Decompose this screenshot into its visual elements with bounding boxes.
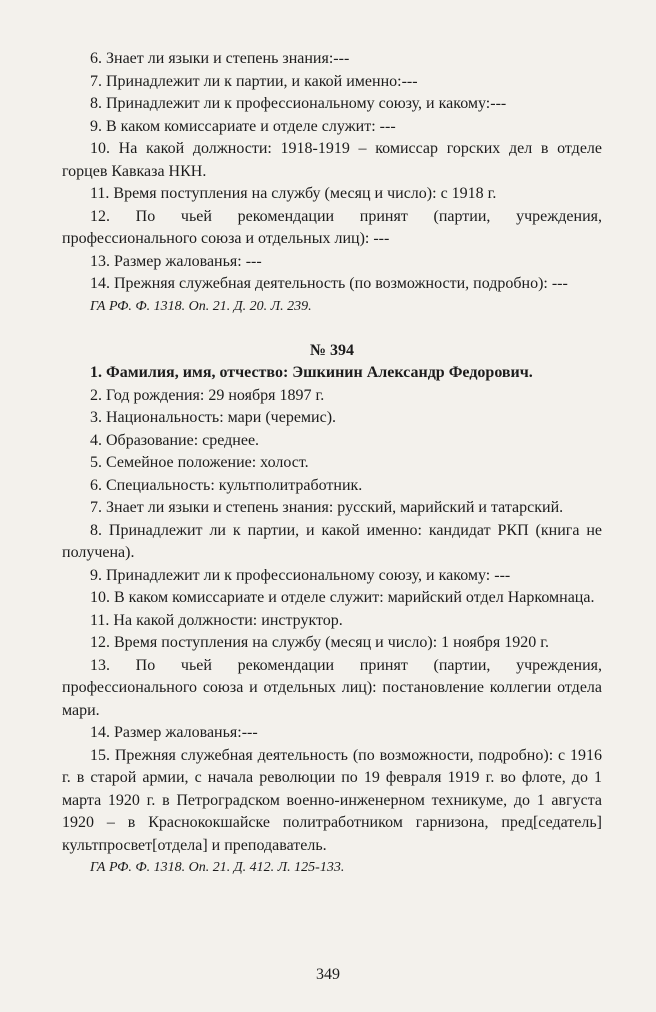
- record-item-4: 4. Образование: среднее.: [90, 431, 260, 449]
- prev-item-13: 13. Размер жалованья: ---: [90, 252, 262, 270]
- record-item-8: 8. Принадлежит ли к партии, и какой именно: кандидат РКП (книга не получена).: [62, 521, 602, 561]
- record-item-5: 5. Семейное положение: холост.: [90, 454, 309, 471]
- prev-item-8: 8. Принадлежит ли к профессиональному союзу, и какому:---: [90, 95, 507, 112]
- record-item-14: 14. Размер жалованья:---: [90, 724, 258, 741]
- prev-item-6: 6. Знает ли языки и степень знания:---: [90, 50, 350, 67]
- record-item-7: 7. Знает ли языки и степень знания: русский, марийский и татарский.: [90, 499, 564, 516]
- record-item-15: 15. Прежняя служебная деятельность (по возможности, подробно): с 1916 г. в старой армии, с начала революции по 19 февраля 1919 г. во флоте, до 1 марта 1920 г. в Петроградском военно-инженерном техникуме, до 1 августа 1920 – в Краснококшайске политработником гарнизона, пред[седатель] культпросвет[отдела] и преподаватель.: [62, 746, 602, 854]
- document-page: [62, 48, 602, 879]
- prev-item-10: 10. На какой должности: 1918-1919 – комиссар горских дел в отделе горцев Кавказа НКН.: [62, 140, 602, 180]
- prev-item-7: 7. Принадлежит ли к партии, и какой именно:---: [90, 72, 418, 90]
- record-item-13: 13. По чьей рекомендации принят (партии, учреждения, профессионального союза и отдельных лиц): постановление коллегии отдела мари.: [62, 656, 602, 719]
- record-item-11: 11. На какой должности: инструктор.: [90, 611, 343, 629]
- record-item-1: 1. Фамилия, имя, отчество: Эшкинин Александр Федорович.: [90, 364, 533, 381]
- page-number: 349: [316, 966, 340, 983]
- previous-record: [62, 48, 602, 318]
- record-item-12: 12. Время поступления на службу (месяц и число): 1 ноября 1920 г.: [90, 634, 550, 651]
- prev-item-12: 12. По чьей рекомендации принят (партии, учреждения, профессионального союза и отдельных лиц): ---: [62, 207, 602, 247]
- record-item-6: 6. Специальность: культполитработник.: [90, 476, 363, 494]
- record-394: [62, 362, 602, 879]
- record-item-10: 10. В каком комиссариате и отделе служит: марийский отдел Наркомнаца.: [90, 589, 595, 606]
- record-item-2: 2. Год рождения: 29 ноября 1897 г.: [90, 386, 325, 404]
- record-item-3: 3. Национальность: мари (черемис).: [90, 409, 337, 426]
- prev-item-9: 9. В каком комиссариате и отделе служит: ---: [90, 117, 396, 135]
- record-number: № 394: [309, 341, 355, 359]
- prev-archive-source: ГА РФ. Ф. 1318. Оп. 21. Д. 20. Л. 239.: [90, 298, 312, 314]
- prev-item-11: 11. Время поступления на службу (месяц и число): с 1918 г.: [90, 185, 497, 202]
- prev-item-14: 14. Прежняя служебная деятельность (по возможности, подробно): ---: [90, 275, 568, 292]
- record-item-9: 9. Принадлежит ли к профессиональному союзу, и какому: ---: [90, 566, 511, 584]
- record-archive-source: ГА РФ. Ф. 1318. Оп. 21. Д. 412. Л. 125-133.: [90, 860, 345, 875]
